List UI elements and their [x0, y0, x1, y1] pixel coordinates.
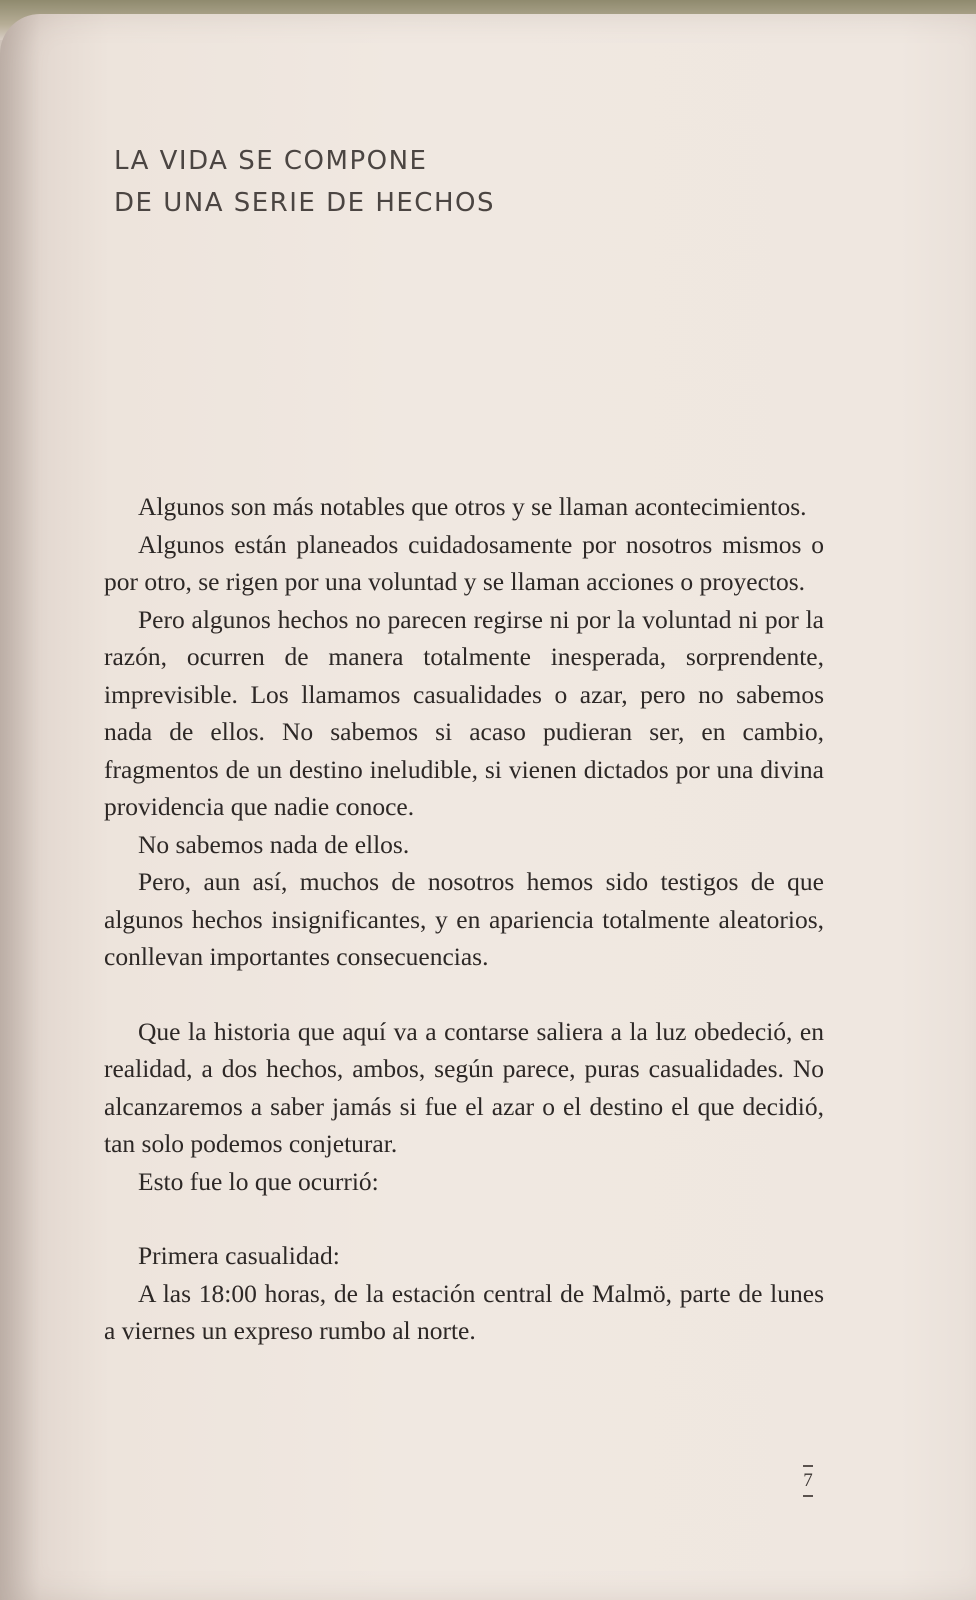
- paragraph: No sabemos nada de ellos.: [138, 829, 410, 859]
- book-page: [0, 14, 976, 1600]
- paragraph: A las 18:00 horas, de la estación central de Malmö, parte de lunes a viernes un expreso rumbo al norte.: [104, 1278, 824, 1345]
- page-number: [796, 1462, 820, 1500]
- section-gap: [104, 976, 824, 1013]
- body-text: [104, 488, 824, 1350]
- chapter-title: [114, 140, 495, 224]
- paragraph: Pero algunos hechos no parecen regirse ni por la voluntad ni por la razón, ocurren de manera totalmente inesperada, sorprendente, imprevisible. Los llamamos casualidades o azar, pero no sabemos nada de ellos. No sabemos si acaso pudieran ser, en cambio, fragmentos de un destino ineludible, si vienen dictados por una divina providencia que nadie conoce.: [104, 604, 824, 821]
- paragraph: Algunos están planeados cuidadosamente por nosotros mismos o por otro, se rigen por una voluntad y se llaman acciones o proyectos.: [104, 529, 824, 596]
- page-number-label: 7: [803, 1470, 813, 1491]
- paragraph: Pero, aun así, muchos de nosotros hemos sido testigos de que algunos hechos insignificantes, y en apariencia totalmente aleatorios, conllevan importantes consecuencias.: [104, 867, 824, 971]
- chapter-title-line-2: DE UNA SERIE DE HECHOS: [114, 188, 495, 218]
- paragraph: Que la historia que aquí va a contarse saliera a la luz obedeció, en realidad, a dos hechos, ambos, según parece, puras casualidades. No alcanzaremos a saber jamás si fue el azar o el destino el que decidió, tan solo podemos conjeturar.: [104, 1016, 824, 1158]
- paragraph: Algunos son más notables que otros y se llaman acontecimientos.: [138, 492, 807, 521]
- paragraph: Esto fue lo que ocurrió:: [138, 1166, 379, 1196]
- paragraph-subheading: Primera casualidad:: [138, 1241, 340, 1270]
- chapter-title-line-1: LA VIDA SE COMPONE: [114, 146, 428, 176]
- section-gap: [104, 1200, 824, 1237]
